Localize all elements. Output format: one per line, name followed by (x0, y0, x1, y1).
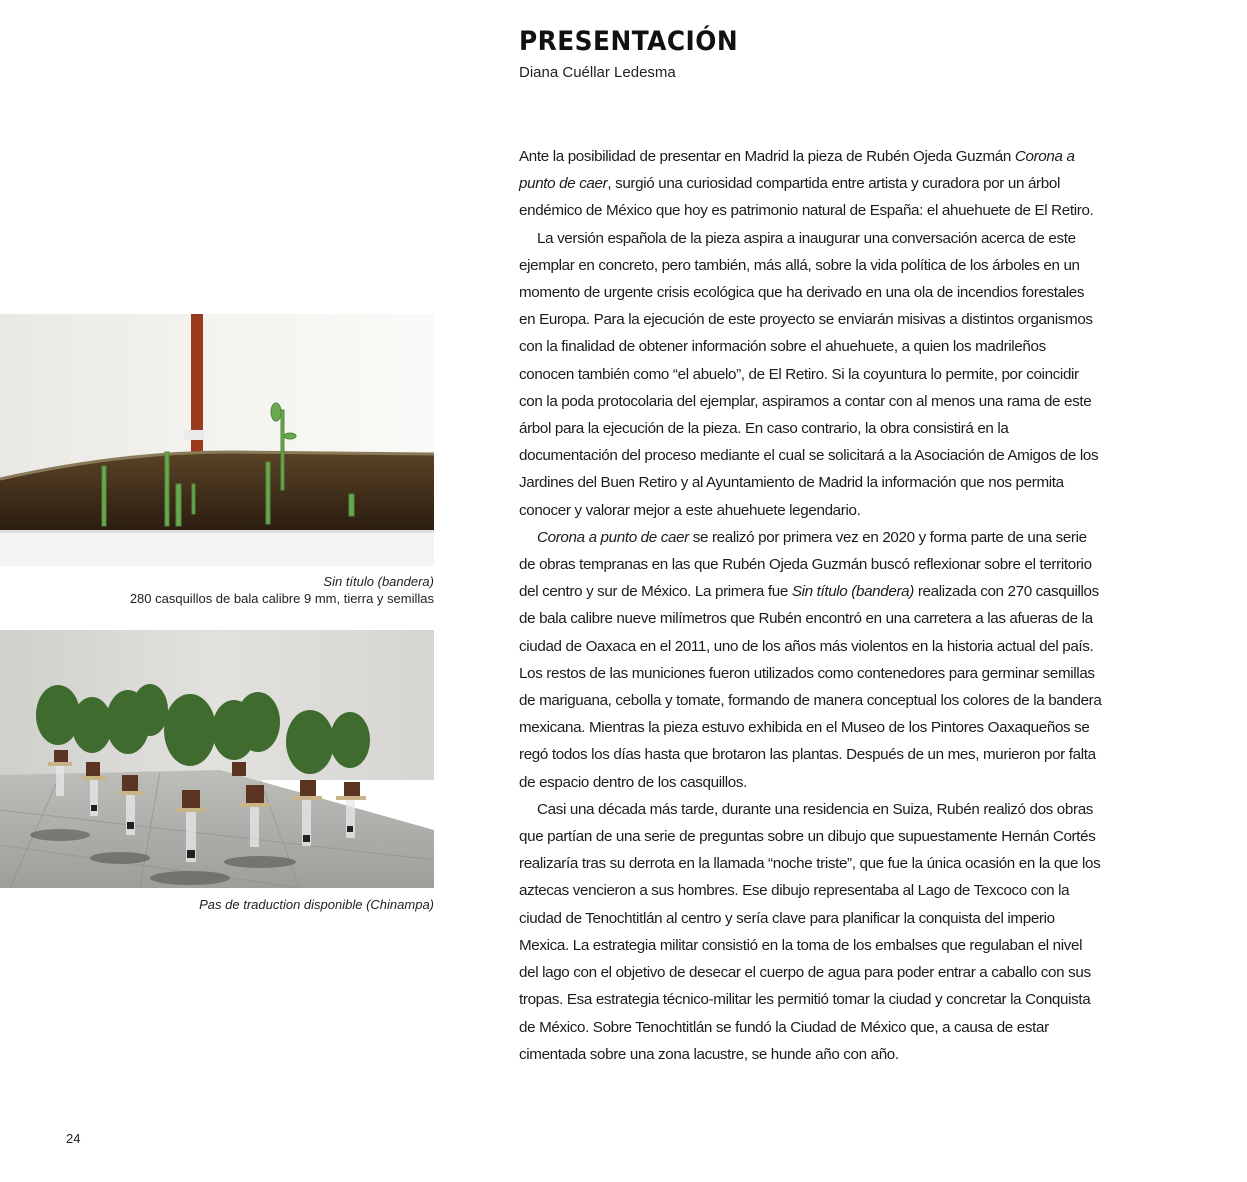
text-segment: realizada con 270 casquillos de bala calibre nueve milímetros que Rubén encontró en una carretera a las afueras de la ciudad de Oaxaca en el 2011, uno de los años más violentos en la historia actual del país. Los restos de las municiones fueron utilizados como contenedores para germinar semillas de mariguana, cebolla y tomate, formando de manera conceptual los colores de la bandera mexicana. Mientras la pieza estuvo exhibida en el Museo de los Pintores Oaxaqueños se regó todos los días hasta que brotaron las plantas. Después de un mes, murieron por falta de espacio dentro de los casquillos. (519, 583, 1102, 791)
caption-detail: 280 casquillos de bala calibre 9 mm, tierra y semillas (129, 591, 434, 606)
paragraph (519, 524, 1104, 796)
text-segment: se realizó por primera vez en 2020 y forma parte de una serie de obras tempranas en las que Rubén Ojeda Guzmán buscó reflexionar sobre el territorio del centro y sur de México. La primera fue (519, 528, 1092, 601)
page-title: PRESENTACIÓN (519, 26, 739, 57)
artwork-title: Corona a punto de caer (519, 148, 1075, 193)
paragraph (519, 143, 1104, 225)
artwork-title: Corona a punto de caer (537, 528, 689, 546)
figure-caption (199, 896, 434, 913)
text-segment: Ante la posibilidad de presentar en Madrid la pieza de Rubén Ojeda Guzmán (519, 148, 1015, 165)
article-body (519, 143, 1104, 1068)
potted-plants-photo-illustration (0, 630, 434, 888)
text-segment: La versión española de la pieza aspira a inaugurar una conversación acerca de este ejemplar en concreto, pero también, más allá, sobre la vida política de los árboles en un momento de urgente crisis ecológica que ha derivado en una ola de incendios forestales en Europa. Para la ejecución de este proyecto se enviarán misivas a distintos organismos con la finalidad de obtener información sobre el ahuehuete, a quien los madrileños conocen también como “el abuelo”, de El Retiro. Si la coyuntura lo permite, por coincidir con la poda protocolaria del ejemplar, aspiramos a contar con al menos una rama de este árbol para la ejecución de la pieza. En caso contrario, la obra consistirá en la documentación del proceso mediante el cual se solicitará a la Asociación de Amigos de los Jardines del Buen Retiro y al Ayuntamiento de Madrid la información que nos permita conocer y valorar mejor a este ahuehuete legendario. (519, 229, 1099, 519)
page-number: 24 (66, 1131, 81, 1146)
caption-title: Pas de traduction disponible (Chinampa) (199, 897, 434, 912)
caption-title: Sin título (bandera) (323, 574, 434, 589)
artwork-title: Sin título (bandera) (791, 583, 914, 601)
text-segment: Casi una década más tarde, durante una residencia en Suiza, Rubén realizó dos obras que partían de una serie de preguntas sobre un dibujo que supuestamente Hernán Cortés realizaría tras su derrota en la llamada “noche triste”, que fue la única ocasión en la que los aztecas vencieron a sus hombres. Ese dibujo representaba al Lago de Texcoco con la ciudad de Tenochtitlán al centro y sería clave para planificar la conquista del imperio Mexica. La estrategia militar consistió en la toma de los embalses que regulaban el nivel del lago con el objetivo de desecar el cuerpo de agua para poder entrar a caballo con sus tropas. Esa estrategia técnico-militar les permitió tomar la ciudad y concretar la Conquista de México. Sobre Tenochtitlán se fundó la Ciudad de México que, a causa de estar cimentada sobre una zona lacustre, se hunde año con año. (519, 800, 1101, 1063)
author-name: Diana Cuéllar Ledesma (519, 64, 676, 81)
seedlings-photo-illustration (0, 314, 434, 566)
figure-caption (130, 573, 434, 607)
paragraph (519, 796, 1104, 1068)
text-segment: , surgió una curiosidad compartida entre artista y curadora por un árbol endémico de México que hoy es patrimonio natural de España: el ahuehuete de El Retiro. (519, 175, 1094, 220)
seedlings-in-soil-tray-photo (0, 314, 434, 566)
potted-tomato-plants-on-stands-photo (0, 630, 434, 888)
paragraph (519, 225, 1104, 524)
